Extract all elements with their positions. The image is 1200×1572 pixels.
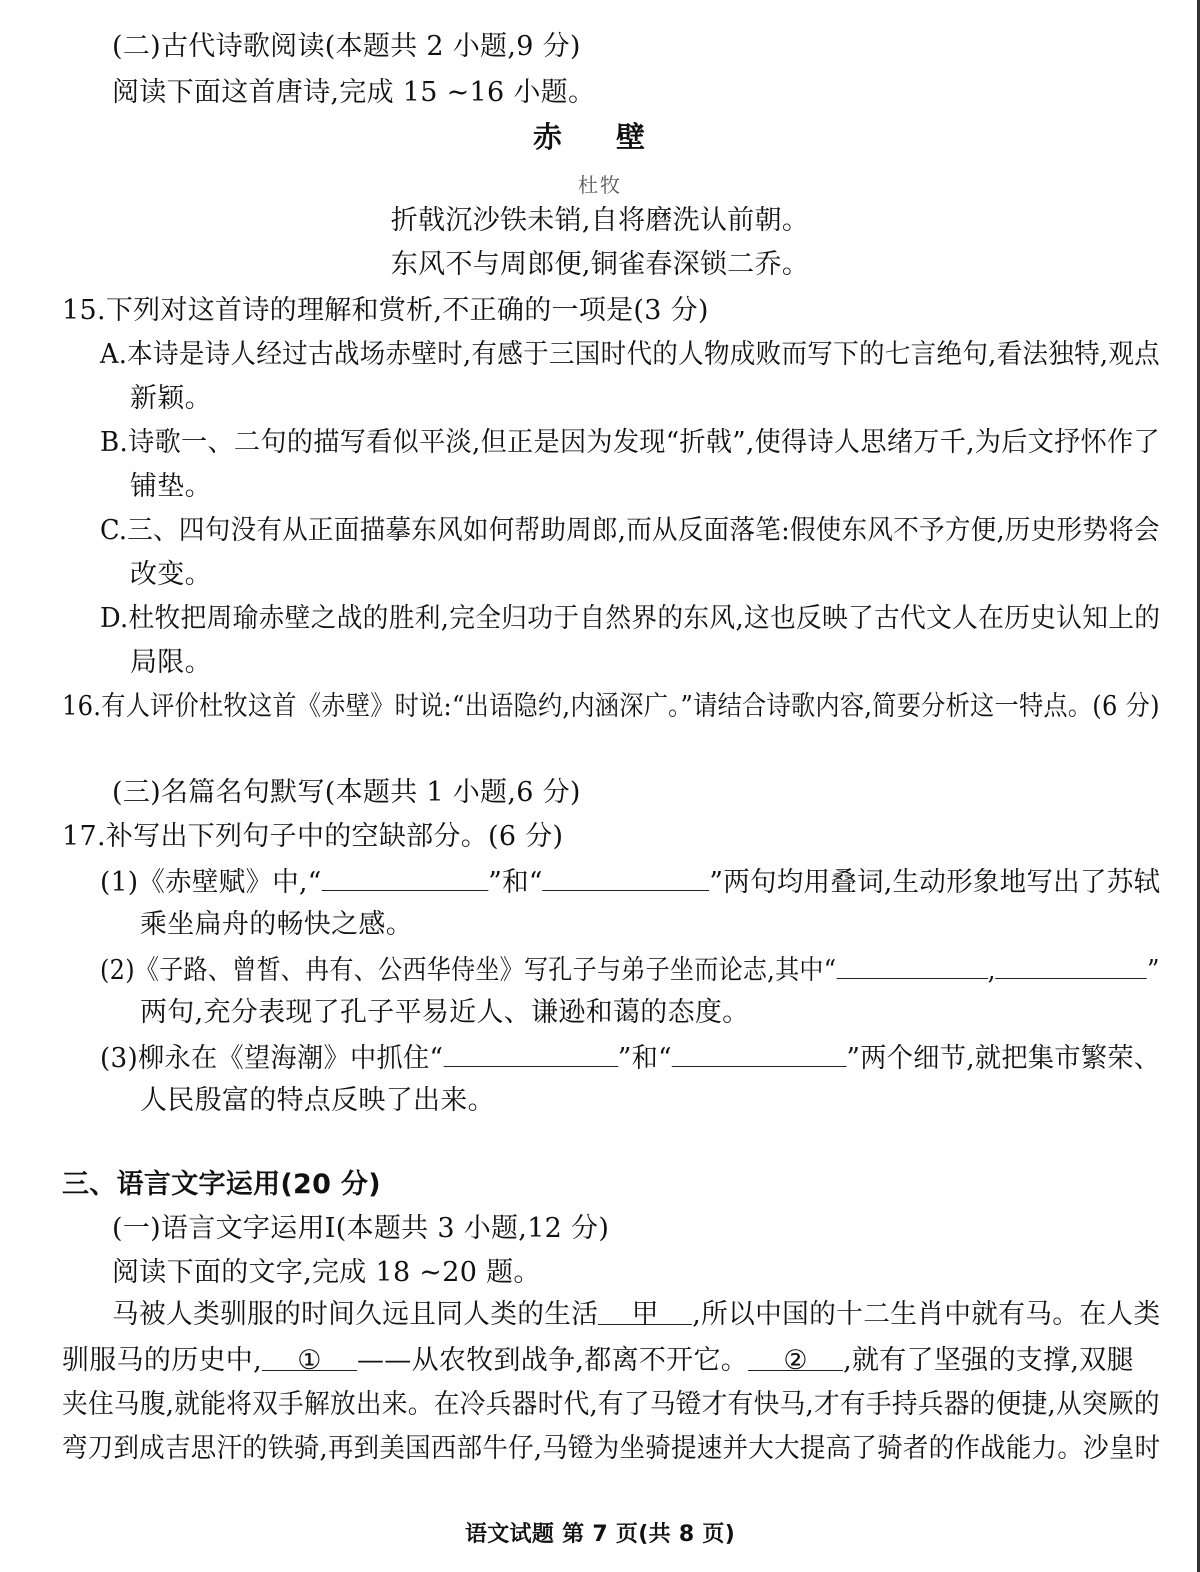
q17-item-3-cont: 人民殷富的特点反映了出来。 — [140, 1085, 495, 1116]
question-15-stem: 15.下列对这首诗的理解和赏析,不正确的一项是(3 分) — [62, 295, 709, 326]
answer-blank[interactable] — [443, 1040, 618, 1067]
blank-2: ② — [748, 1344, 843, 1371]
option-d-line-2: 局限。 — [130, 647, 212, 678]
q17-item-1-cont: 乘坐扁舟的畅快之感。 — [140, 909, 413, 940]
option-a-line-2: 新颖。 — [130, 383, 212, 414]
option-c-line-2: 改变。 — [130, 559, 212, 590]
q17-item-2-cont: 两句,充分表现了孔子平易近人、谦逊和蔼的态度。 — [140, 997, 750, 1028]
poem-line-1: 折戟沉沙铁未销,自将磨洗认前朝。 — [390, 205, 810, 236]
question-16-stem: 16.有人评价杜牧这首《赤壁》时说:“出语隐约,内涵深广。”请结合诗歌内容,简要分析这一特点。(6 分) — [62, 691, 1160, 722]
section-heading-poetry: (二)古代诗歌阅读(本题共 2 小题,9 分) — [112, 31, 581, 62]
poem-author: 杜牧 — [578, 173, 622, 197]
part-3-heading: 三、语言文字运用(20 分) — [62, 1169, 381, 1200]
answer-blank[interactable] — [543, 864, 710, 891]
blank-jia: 甲 — [598, 1298, 692, 1325]
answer-blank[interactable] — [322, 864, 489, 891]
passage-line-2: 驯服马的历史中, ① ——从农牧到战争,都离不开它。 ② ,就有了坚强的支撑,双腿 — [62, 1345, 1134, 1376]
page-footer: 语文试题 第 7 页(共 8 页) — [464, 1522, 736, 1547]
q17-item-2: (2)《子路、曾皙、冉有、公西华侍坐》写孔子与弟子坐而论志,其中“ , ” — [100, 952, 1160, 988]
option-d-line-1: D.杜牧把周瑜赤壁之战的胜利,完全归功于自然界的东风,这也反映了古代文人在历史认知上的 — [100, 603, 1161, 634]
answer-blank[interactable] — [836, 952, 987, 979]
passage-line-4: 弯刀到成吉思汗的铁骑,再到美国西部牛仔,马镫为坐骑提速并大大提高了骑者的作战能力。沙皇时 — [62, 1433, 1161, 1464]
q17-item-3: (3)柳永在《望海潮》中抓住“ ”和“ ”两个细节,就把集市繁荣、 — [100, 1040, 1160, 1076]
section-intro-poetry: 阅读下面这首唐诗,完成 15 ~16 小题。 — [112, 77, 596, 108]
q17-item-1: (1)《赤壁赋》中,“ ”和“ ”两句均用叠词,生动形象地写出了苏轼 — [100, 864, 1160, 900]
answer-blank[interactable] — [996, 952, 1147, 979]
answer-blank[interactable] — [672, 1040, 847, 1067]
option-b-line-2: 铺垫。 — [130, 471, 212, 502]
question-17-stem: 17.补写出下列句子中的空缺部分。(6 分) — [62, 821, 564, 852]
option-a-line-1: A.本诗是诗人经过古战场赤壁时,有感于三国时代的人物成败而写下的七言绝句,看法独特,观点 — [100, 339, 1160, 370]
option-c-line-1: C.三、四句没有从正面描摹东风如何帮助周郎,而从反面落笔:假使东风不予方便,历史形势将会 — [100, 515, 1160, 546]
part-3-subheading: (一)语言文字运用Ⅰ(本题共 3 小题,12 分) — [112, 1213, 610, 1244]
option-b-line-1: B.诗歌一、二句的描写看似平淡,但正是因为发现“折戟”,使得诗人思绪万千,为后文抒怀作了 — [100, 427, 1160, 458]
poem-title: 赤 壁 — [532, 120, 668, 154]
section-heading-recitation: (三)名篇名句默写(本题共 1 小题,6 分) — [112, 777, 581, 808]
passage-line-1: 马被人类驯服的时间久远且同人类的生活 甲 ,所以中国的十二生肖中就有马。在人类 — [112, 1299, 1161, 1330]
part-3-intro: 阅读下面的文字,完成 18 ~20 题。 — [112, 1257, 541, 1288]
poem-line-2: 东风不与周郎便,铜雀春深锁二乔。 — [390, 249, 810, 280]
blank-1: ① — [262, 1344, 357, 1371]
passage-line-3: 夹住马腹,就能将双手解放出来。在冷兵器时代,有了马镫才有快马,才有手持兵器的便捷,从突厥的 — [62, 1389, 1160, 1420]
